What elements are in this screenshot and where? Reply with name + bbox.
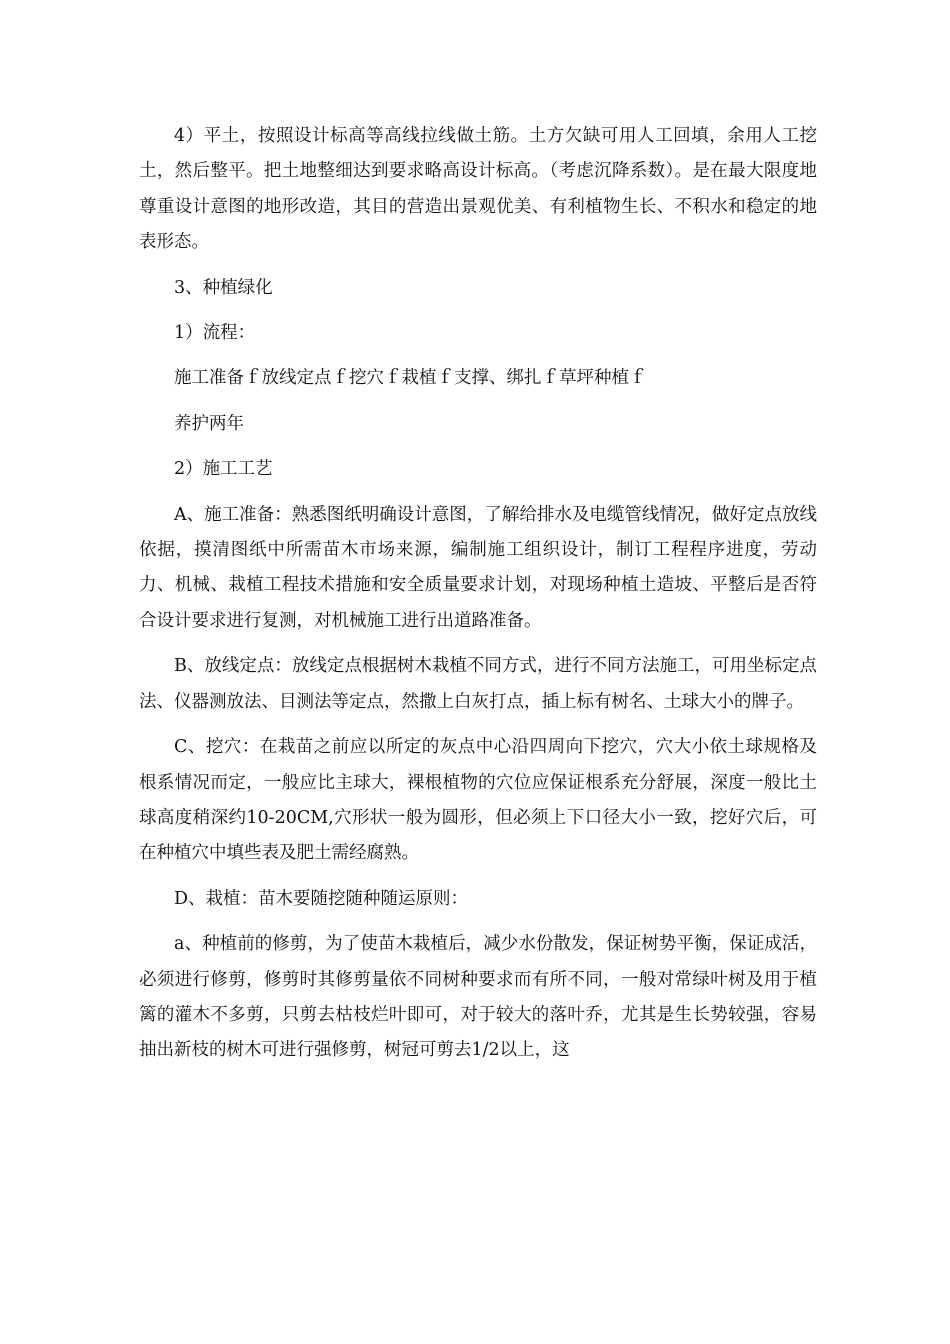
document-page — [139, 119, 817, 1079]
paragraph-preparation: A、施工准备：熟悉图纸明确设计意图，了解给排水及电缆管线情况，做好定点放线依据，摸清图纸中所需苗木市场来源，编制施工组织设计，制订工程程序进度，劳动力、机械、栽植工程技术措施和安全质量要求计划，对现场种植土造坡、平整后是否符合设计要求进行复测，对机械施工进行出道路准备。 — [139, 504, 817, 631]
paragraph-layout-positioning: B、放线定点：放线定点根据树木栽植不同方式，进行不同方法施工，可用坐标定点法、仪器测放法、目测法等定点，然撒上白灰打点，插上标有树名、土球大小的牌子。 — [139, 656, 817, 712]
paragraph-planting: D、栽植：苗木要随挖随种随运原则： — [174, 888, 469, 909]
paragraph-pruning: a、种植前的修剪，为了使苗木栽植后，减少水份散发，保证树势平衡，保证成活，必须进行修剪，修剪时其修剪量依不同树种要求而有所不同，一般对常绿叶树及用于植篱的灌木不多剪，只剪去枯枝烂叶即可，对于较大的落叶乔，尤其是生长势较强，容易抽出新枝的树木可进行强修剪，树冠可剪去1/2以上，这 — [139, 934, 817, 1061]
subheading-construction-technique: 2）施工工艺 — [174, 459, 273, 480]
section-heading-planting: 3、种植绿化 — [174, 277, 273, 298]
subheading-process: 1）流程： — [174, 323, 256, 344]
process-flow-continuation: 养护两年 — [174, 413, 244, 434]
process-flow-line: 施工准备ｆ放线定点ｆ挖穴ｆ栽植ｆ支撑、绑扎ｆ草坪种植ｆ — [174, 368, 647, 389]
paragraph-soil-leveling: 4）平土，按照设计标高等高线拉线做土筋。土方欠缺可用人工回填，余用人工挖土，然后整平。把土地整细达到要求略高设计标高。（考虑沉降系数）。是在最大限度地尊重设计意图的地形改造，其目的营造出景观优美、有利植物生长、不积水和稳定的地表形态。 — [139, 126, 817, 253]
paragraph-digging-holes: C、挖穴：在栽苗之前应以所定的灰点中心沿四周向下挖穴，穴大小依土球规格及根系情况而定，一般应比主球大，裸根植物的穴位应保证根系充分舒展，深度一般比土球高度稍深约10-20CM,穴形状一般为圆形，但必须上下口径大小一致，挖好穴后，可在种植穴中填些表及肥土需经腐熟。 — [139, 737, 817, 864]
